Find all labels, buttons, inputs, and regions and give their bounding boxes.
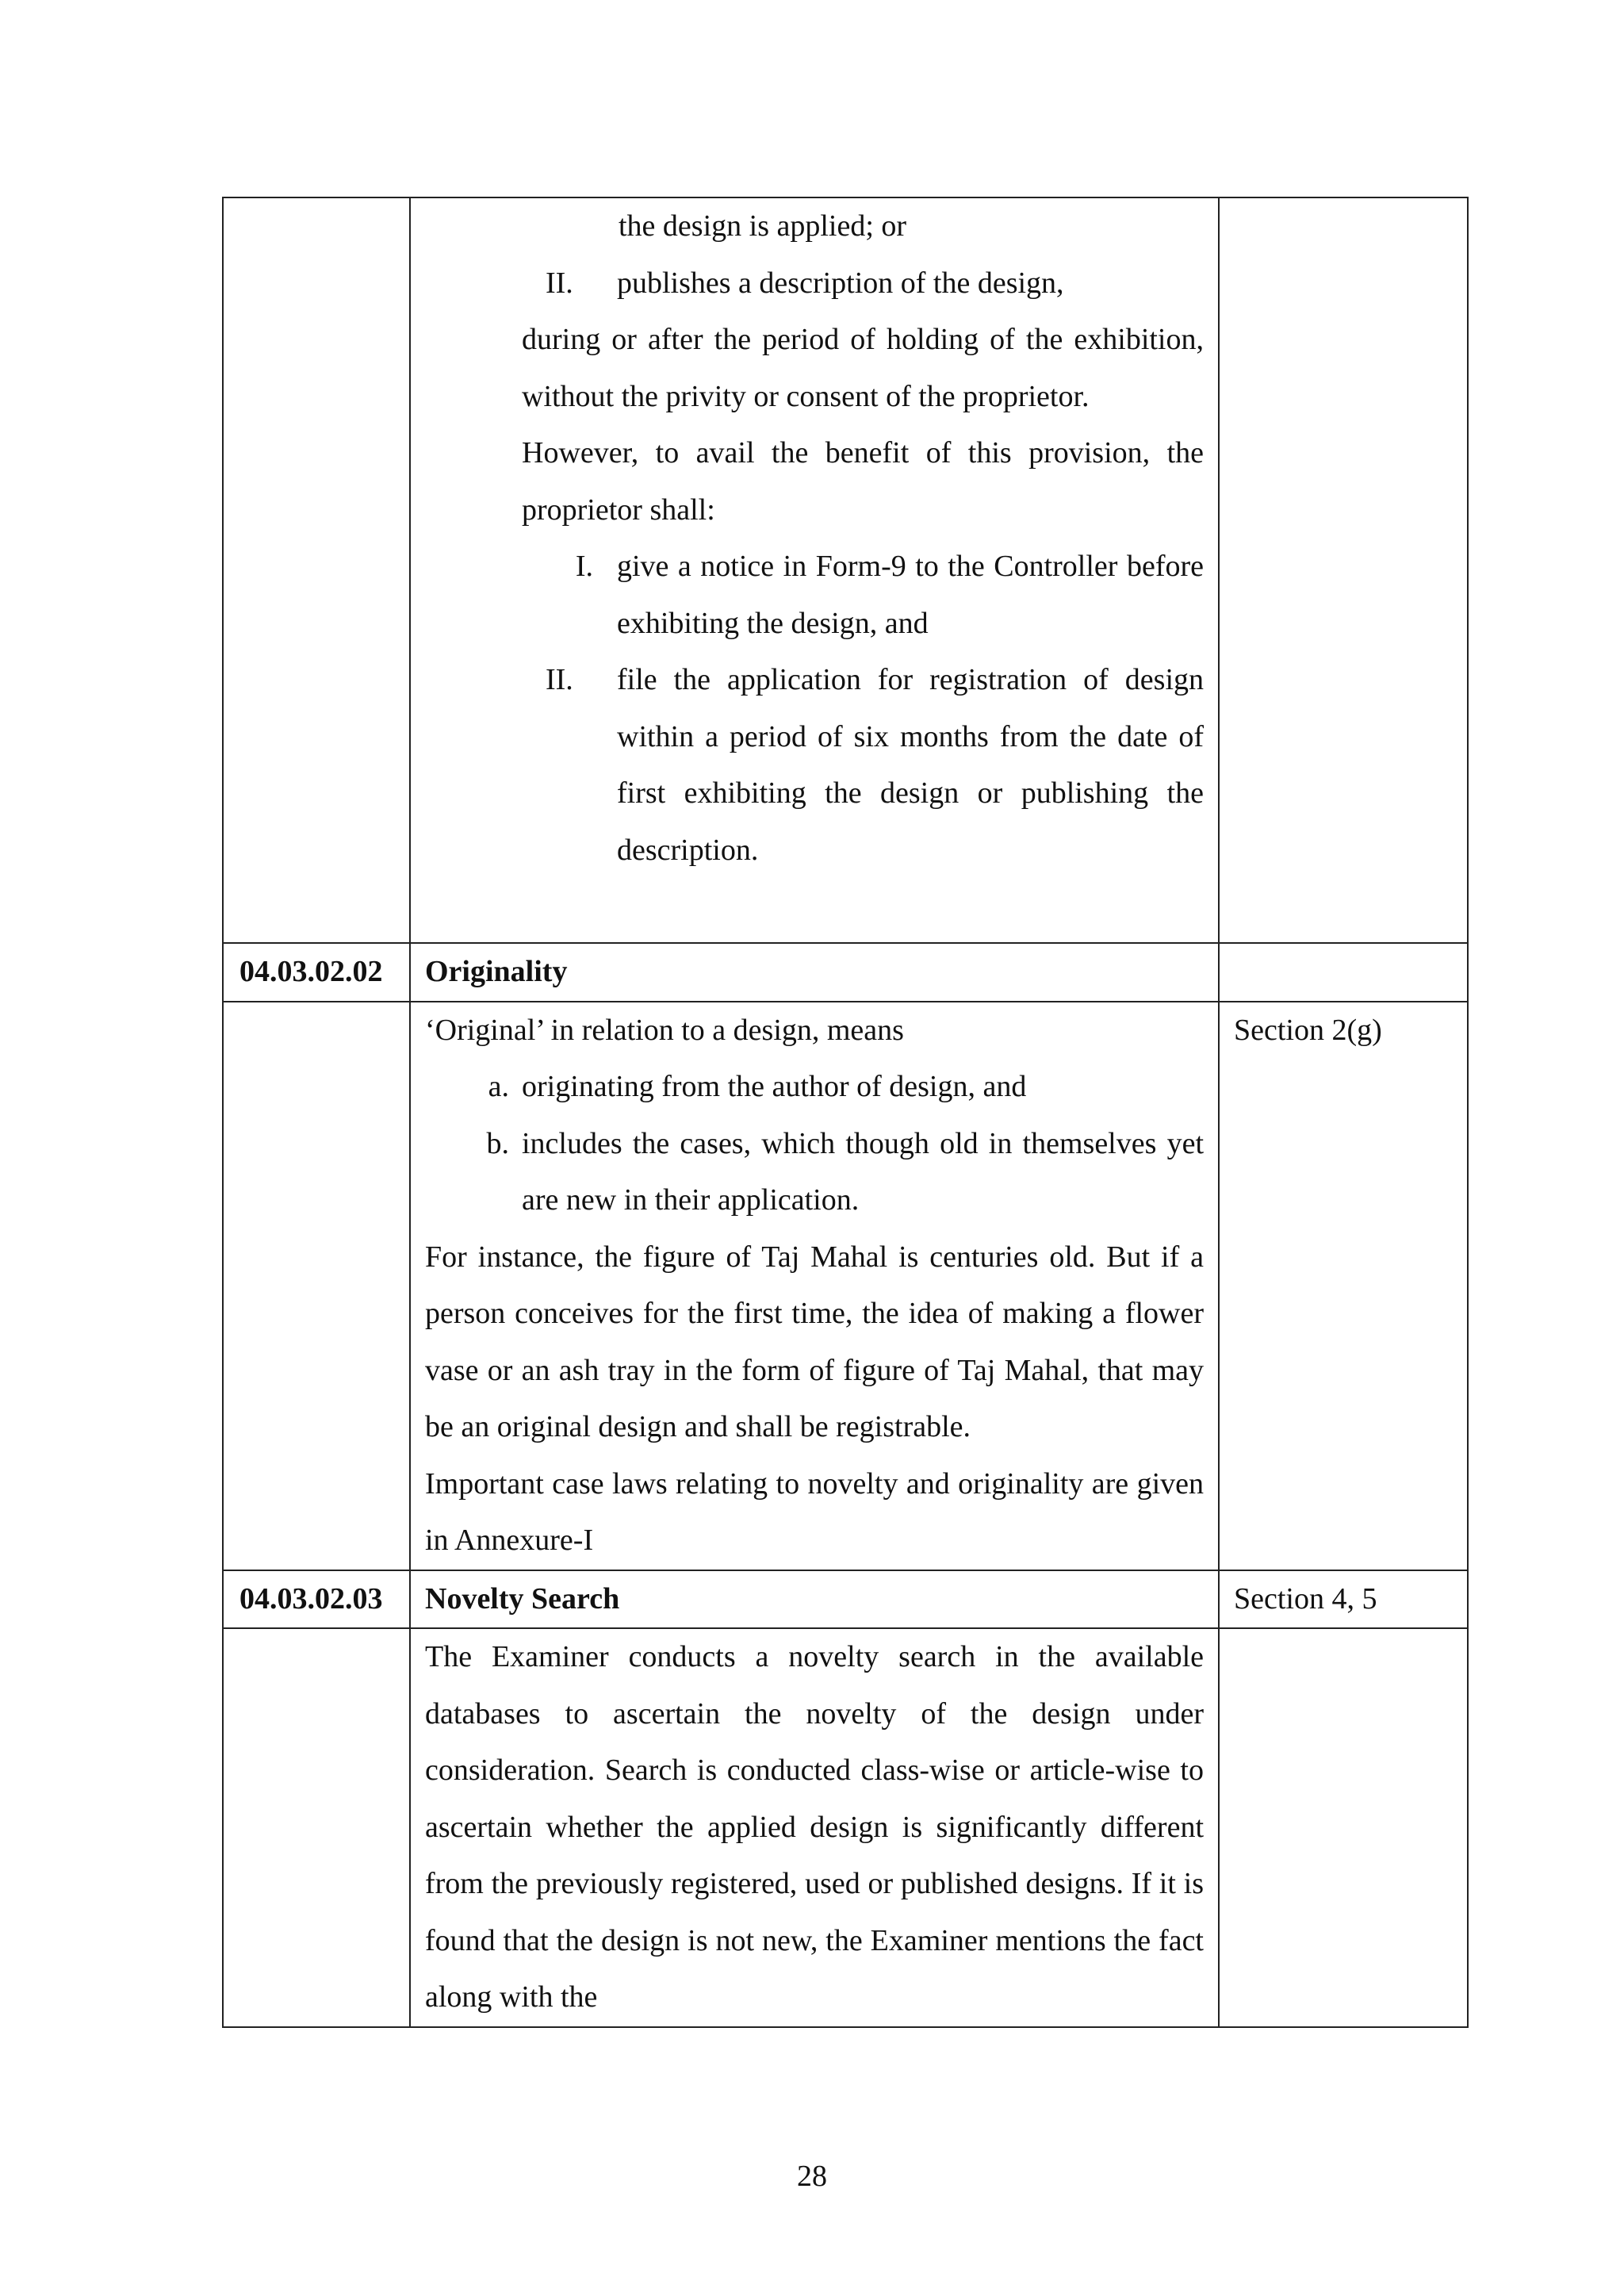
section-reference: Section 4, 5: [1219, 1570, 1468, 1629]
list-item: [425, 1116, 1204, 1229]
list-text: file the application for registration of design within a period of six months from the date of first exhibiting the design or publishing the description.: [617, 663, 1204, 867]
list-number: I.: [575, 550, 593, 583]
list-letter: b.: [486, 1126, 509, 1160]
list-number: II.: [546, 266, 573, 300]
paragraph: However, to avail the benefit of this provision, the proprietor shall:: [522, 436, 1204, 527]
table-row: [223, 197, 1468, 943]
list-item: [425, 255, 1204, 312]
section-reference: Section 2(g): [1219, 1002, 1468, 1570]
continued-line: the design is applied; or: [619, 209, 907, 243]
list-text: includes the cases, which though old in themselves yet are new in their application.: [522, 1126, 1204, 1217]
paragraph: during or after the period of holding of the exhibition, without the privity or consent of the proprietor.: [522, 323, 1204, 413]
list-text: originating from the author of design, and: [522, 1070, 1027, 1103]
page-number: 28: [797, 2160, 827, 2193]
list-number: II.: [546, 663, 573, 696]
table-row: [223, 1628, 1468, 2027]
list-letter: a.: [488, 1070, 509, 1103]
code-cell: [223, 1002, 410, 1570]
code-cell: [223, 1628, 410, 2027]
content-table: [222, 197, 1469, 2028]
table-row: [223, 1002, 1468, 1570]
list-item: [425, 539, 1204, 652]
code-cell: [223, 197, 410, 943]
section-code: 04.03.02.03: [223, 1570, 410, 1629]
reference-cell: [1219, 943, 1468, 1002]
table-row: [223, 1570, 1468, 1629]
section-heading: Originality: [410, 943, 1219, 1002]
reference-cell: [1219, 1628, 1468, 2027]
list-text: give a notice in Form-9 to the Controller before exhibiting the design, and: [617, 550, 1204, 640]
table-row: [223, 943, 1468, 1002]
list-item: [425, 1059, 1204, 1116]
section-heading: Novelty Search: [410, 1570, 1219, 1629]
list-item: [425, 652, 1204, 879]
text-cell: [410, 197, 1219, 943]
paragraph: Important case laws relating to novelty and originality are given in Annexure-I: [425, 1466, 1204, 1557]
text-cell: [410, 1002, 1219, 1570]
section-code: 04.03.02.02: [223, 943, 410, 1002]
text-cell: [410, 1628, 1219, 2027]
paragraph: The Examiner conducts a novelty search in the available databases to ascertain the novelty of the design under consideration. Search is conducted class-wise or article-wise to ascertain whether the applied design is significantly different from the previously registered, used or published designs. If it is found that the design is not new, the Examiner mentions the fact along with the: [425, 1640, 1204, 2014]
paragraph: ‘Original’ in relation to a design, means: [425, 1013, 904, 1047]
paragraph: For instance, the figure of Taj Mahal is centuries old. But if a person conceives for the first time, the idea of making a flower vase or an ash tray in the form of figure of Taj Mahal, that may be an original design and shall be registrable.: [425, 1240, 1204, 1443]
list-text: publishes a description of the design,: [617, 266, 1064, 300]
reference-cell: [1219, 197, 1468, 943]
